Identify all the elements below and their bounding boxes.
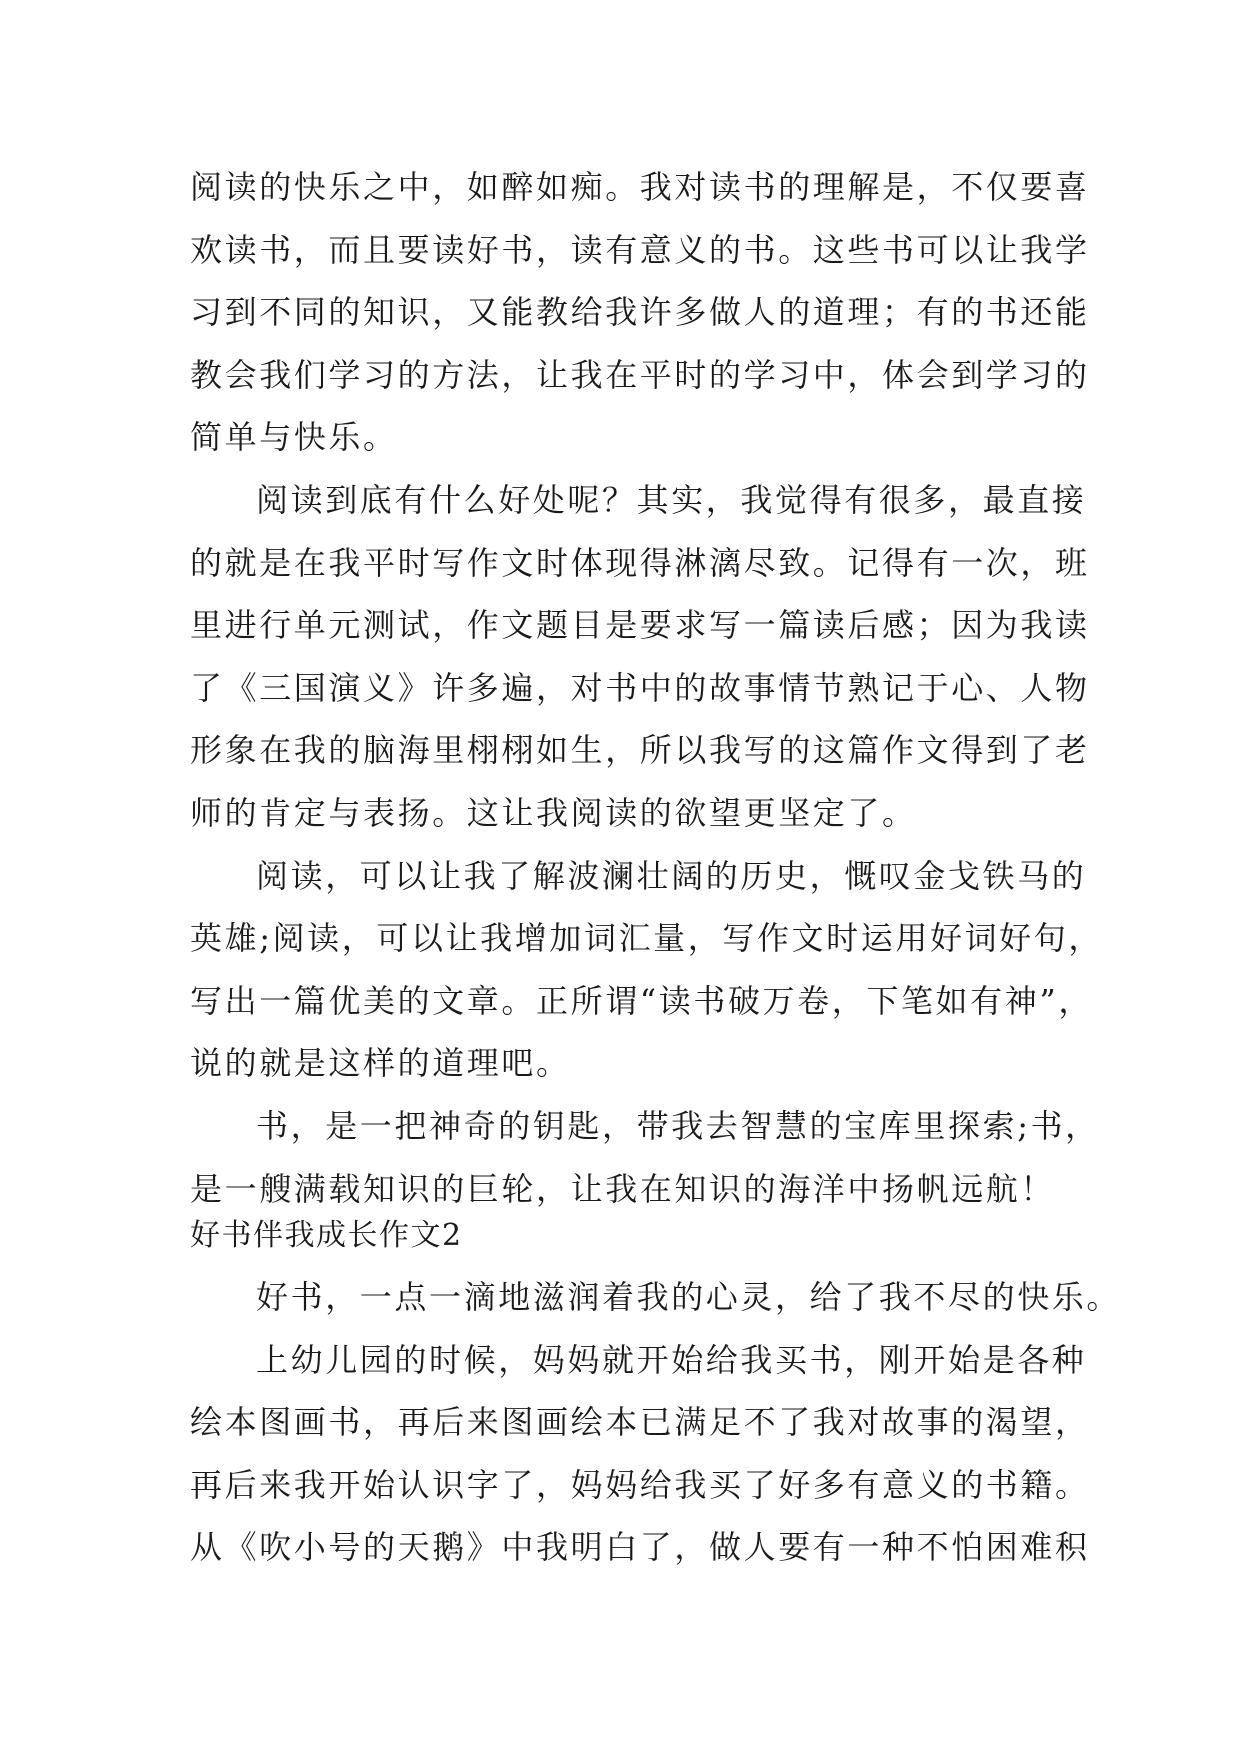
paragraph-first-line: 阅读到底有什么好处呢？其实，我觉得有很多，最直接 [256, 480, 1087, 519]
text-line: 说的就是这样的道理吧。 [190, 1044, 571, 1083]
text-line: 的就是在我平时写作文时体现得淋漓尽致。记得有一次，班 [190, 543, 1090, 582]
text-line: 写出一篇优美的文章。正所谓“读书破万卷，下笔如有神”， [190, 981, 1093, 1020]
text-line: 从《吹小号的天鹅》中我明白了，做人要有一种不怕困难积 [190, 1528, 1090, 1567]
text-line: 形象在我的脑海里栩栩如生，所以我写的这篇作文得到了老 [190, 731, 1090, 770]
text-line: 再后来我开始认识字了，妈妈给我买了好多有意义的书籍。 [190, 1465, 1090, 1504]
paragraph-first-line: 书，是一把神奇的钥匙，带我去智慧的宝库里探索;书， [256, 1106, 1100, 1145]
text-line: 里进行单元测试，作文题目是要求写一篇读后感；因为我读 [190, 606, 1090, 645]
essay-2-body [190, 1266, 1122, 1579]
paragraph-first-line: 阅读，可以让我了解波澜壮阔的历史，慨叹金戈铁马的 [256, 856, 1087, 895]
text-line: 绘本图画书，再后来图画绘本已满足不了我对故事的渴望， [190, 1403, 1090, 1442]
text-line: 教会我们学习的方法，让我在平时的学习中，体会到学习的 [190, 355, 1090, 394]
paragraph-first-line: 好书，一点一滴地滋润着我的心灵，给了我不尽的快乐。 [256, 1278, 1122, 1316]
text-line: 是一艘满载知识的巨轮，让我在知识的海洋中扬帆远航！ [190, 1169, 1056, 1208]
text-line: 简单与快乐。 [190, 418, 398, 457]
text-line: 了《三国演义》许多遍，对书中的故事情节熟记于心、人物 [190, 668, 1090, 707]
essay-1-continuation [190, 156, 1103, 1220]
essay-2-title: 好书伴我成长作文2 [190, 1218, 463, 1253]
text-line: 习到不同的知识，又能教给我许多做人的道理；有的书还能 [190, 293, 1090, 332]
text-line: 阅读的快乐之中，如醉如痴。我对读书的理解是，不仅要喜 [190, 168, 1090, 206]
text-line: 师的肯定与表扬。这让我阅读的欲望更坚定了。 [190, 793, 917, 832]
paragraph-first-line: 上幼儿园的时候，妈妈就开始给我买书，刚开始是各种 [256, 1340, 1087, 1379]
text-line: 欢读书，而且要读好书，读有意义的书。这些书可以让我学 [190, 230, 1090, 269]
text-line: 英雄;阅读，可以让我增加词汇量，写作文时运用好词好句， [190, 919, 1103, 958]
